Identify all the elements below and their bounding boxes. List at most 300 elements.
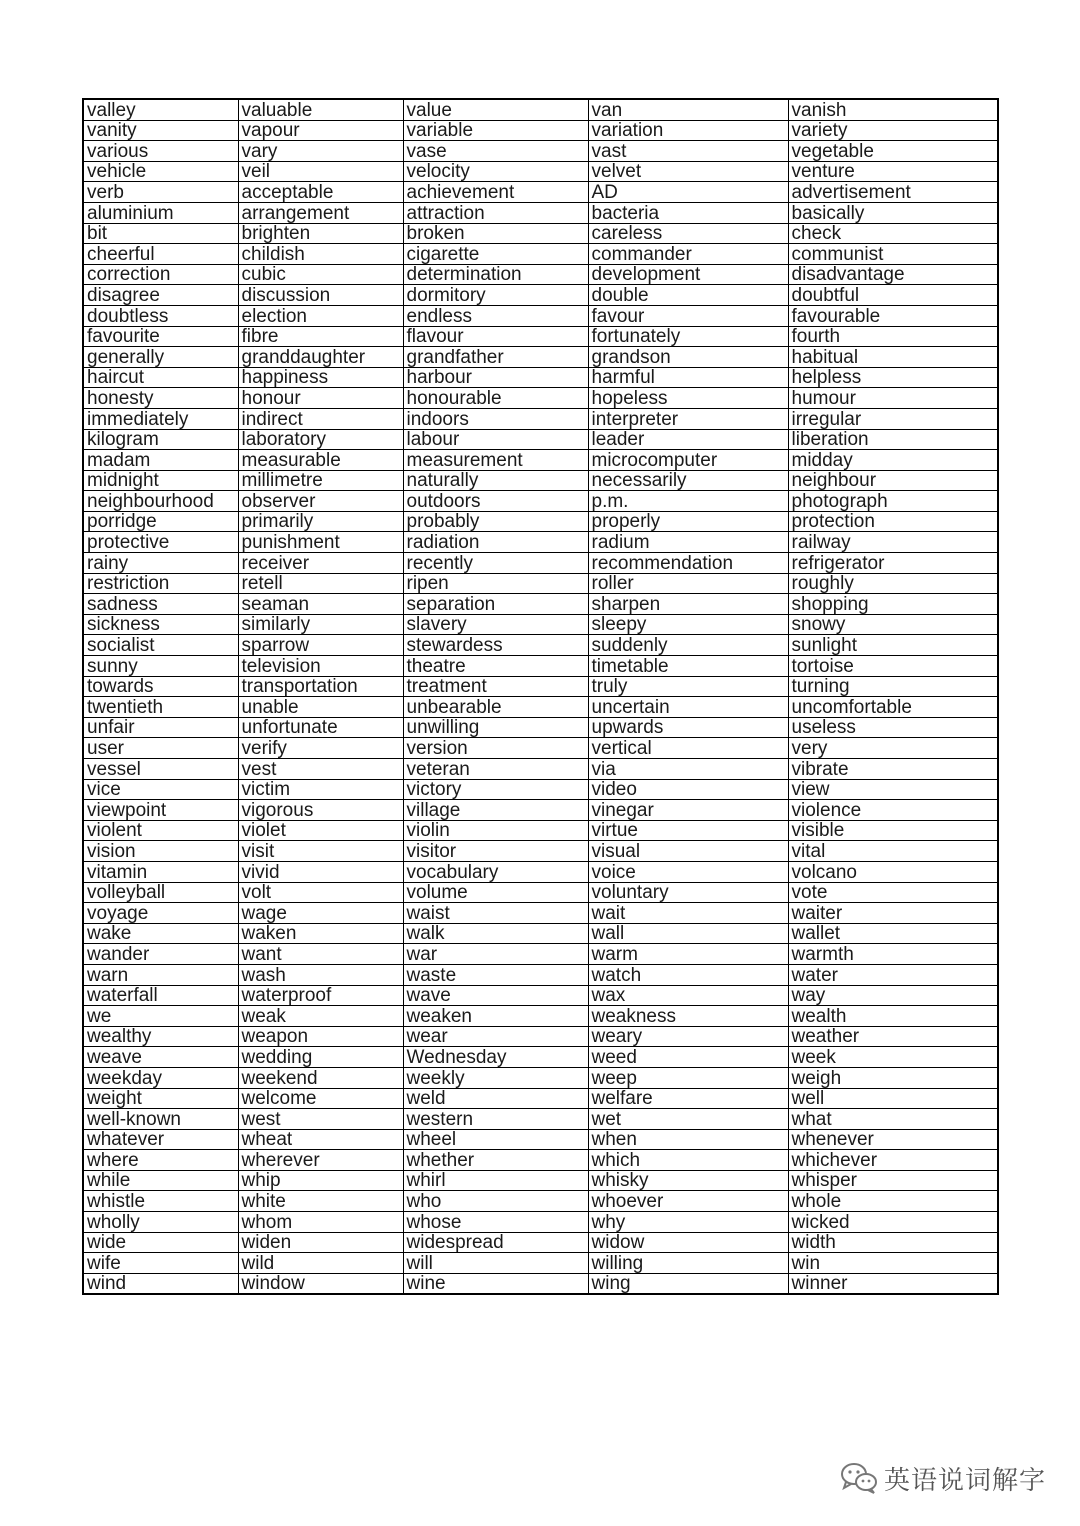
word-cell: unfair: [83, 717, 238, 738]
vocabulary-table: [82, 98, 999, 1295]
word-cell: whisky: [588, 1170, 788, 1191]
word-cell: where: [83, 1150, 238, 1171]
word-cell: walk: [403, 923, 588, 944]
word-cell: suddenly: [588, 635, 788, 656]
word-cell: indoors: [403, 408, 588, 429]
word-cell: victim: [238, 779, 403, 800]
word-cell: weld: [403, 1088, 588, 1109]
word-cell: whip: [238, 1170, 403, 1191]
word-cell: restriction: [83, 573, 238, 594]
word-cell: volt: [238, 882, 403, 903]
word-cell: doubtful: [788, 285, 998, 306]
word-cell: weary: [588, 1026, 788, 1047]
word-cell: violent: [83, 820, 238, 841]
word-cell: receiver: [238, 553, 403, 574]
word-cell: neighbour: [788, 470, 998, 491]
word-cell: interpreter: [588, 408, 788, 429]
word-cell: whisper: [788, 1170, 998, 1191]
table-row: [83, 450, 998, 471]
word-cell: whichever: [788, 1150, 998, 1171]
word-cell: who: [403, 1191, 588, 1212]
word-cell: vinegar: [588, 800, 788, 821]
word-cell: protective: [83, 532, 238, 553]
word-cell: snowy: [788, 614, 998, 635]
word-cell: weed: [588, 1047, 788, 1068]
word-cell: vertical: [588, 738, 788, 759]
word-cell: verify: [238, 738, 403, 759]
word-cell: habitual: [788, 347, 998, 368]
table-row: [83, 964, 998, 985]
word-cell: haircut: [83, 367, 238, 388]
word-cell: childish: [238, 244, 403, 265]
word-cell: vision: [83, 841, 238, 862]
table-row: [83, 120, 998, 141]
word-cell: whether: [403, 1150, 588, 1171]
word-cell: vehicle: [83, 161, 238, 182]
word-cell: advertisement: [788, 182, 998, 203]
word-cell: favour: [588, 305, 788, 326]
word-cell: grandson: [588, 347, 788, 368]
word-cell: wide: [83, 1232, 238, 1253]
word-cell: whenever: [788, 1129, 998, 1150]
word-cell: midday: [788, 450, 998, 471]
word-cell: measurement: [403, 450, 588, 471]
word-cell: violet: [238, 820, 403, 841]
table-row: [83, 903, 998, 924]
table-row: [83, 532, 998, 553]
word-cell: protection: [788, 511, 998, 532]
table-row: [83, 223, 998, 244]
word-cell: fourth: [788, 326, 998, 347]
word-cell: wild: [238, 1253, 403, 1274]
word-cell: why: [588, 1212, 788, 1233]
word-cell: towards: [83, 676, 238, 697]
word-cell: vase: [403, 141, 588, 162]
word-cell: way: [788, 985, 998, 1006]
word-cell: white: [238, 1191, 403, 1212]
word-cell: velvet: [588, 161, 788, 182]
word-cell: theatre: [403, 656, 588, 677]
table-row: [83, 1109, 998, 1130]
word-cell: vigorous: [238, 800, 403, 821]
word-cell: voice: [588, 861, 788, 882]
word-cell: voyage: [83, 903, 238, 924]
word-cell: immediately: [83, 408, 238, 429]
word-cell: value: [403, 99, 588, 120]
word-cell: honour: [238, 388, 403, 409]
table-row: [83, 264, 998, 285]
table-row: [83, 99, 998, 120]
word-cell: various: [83, 141, 238, 162]
table-row: [83, 1026, 998, 1047]
word-cell: whirl: [403, 1170, 588, 1191]
word-cell: window: [238, 1273, 403, 1294]
word-cell: humour: [788, 388, 998, 409]
word-cell: wine: [403, 1273, 588, 1294]
table-row: [83, 1067, 998, 1088]
table-row: [83, 656, 998, 677]
word-cell: what: [788, 1109, 998, 1130]
word-cell: wedding: [238, 1047, 403, 1068]
word-cell: properly: [588, 511, 788, 532]
table-row: [83, 285, 998, 306]
table-row: [83, 1253, 998, 1274]
word-cell: war: [403, 944, 588, 965]
table-row: [83, 182, 998, 203]
word-cell: disadvantage: [788, 264, 998, 285]
word-cell: variation: [588, 120, 788, 141]
word-cell: when: [588, 1129, 788, 1150]
word-cell: warmth: [788, 944, 998, 965]
word-cell: madam: [83, 450, 238, 471]
table-row: [83, 202, 998, 223]
word-cell: weep: [588, 1067, 788, 1088]
table-row: [83, 1273, 998, 1294]
table-row: [83, 1150, 998, 1171]
table-row: [83, 614, 998, 635]
word-cell: fibre: [238, 326, 403, 347]
table-row: [83, 759, 998, 780]
word-cell: porridge: [83, 511, 238, 532]
word-cell: happiness: [238, 367, 403, 388]
word-cell: wife: [83, 1253, 238, 1274]
word-cell: midnight: [83, 470, 238, 491]
word-cell: measurable: [238, 450, 403, 471]
word-cell: aluminium: [83, 202, 238, 223]
word-cell: sleepy: [588, 614, 788, 635]
word-cell: well: [788, 1088, 998, 1109]
table-row: [83, 1170, 998, 1191]
word-cell: photograph: [788, 491, 998, 512]
word-cell: check: [788, 223, 998, 244]
word-cell: which: [588, 1150, 788, 1171]
word-cell: stewardess: [403, 635, 588, 656]
word-cell: slavery: [403, 614, 588, 635]
word-cell: voluntary: [588, 882, 788, 903]
word-cell: whole: [788, 1191, 998, 1212]
word-cell: determination: [403, 264, 588, 285]
table-row: [83, 1232, 998, 1253]
word-cell: waste: [403, 964, 588, 985]
word-cell: weaken: [403, 1006, 588, 1027]
word-cell: wheat: [238, 1129, 403, 1150]
word-cell: refrigerator: [788, 553, 998, 574]
word-cell: acceptable: [238, 182, 403, 203]
word-cell: communist: [788, 244, 998, 265]
table-row: [83, 367, 998, 388]
table-row: [83, 1129, 998, 1150]
word-cell: wing: [588, 1273, 788, 1294]
word-cell: useless: [788, 717, 998, 738]
word-cell: wash: [238, 964, 403, 985]
word-cell: honesty: [83, 388, 238, 409]
word-cell: Wednesday: [403, 1047, 588, 1068]
word-cell: weekday: [83, 1067, 238, 1088]
word-cell: veteran: [403, 759, 588, 780]
table-row: [83, 573, 998, 594]
word-cell: sickness: [83, 614, 238, 635]
word-cell: vital: [788, 841, 998, 862]
word-cell: radium: [588, 532, 788, 553]
word-cell: weekend: [238, 1067, 403, 1088]
word-cell: width: [788, 1232, 998, 1253]
word-cell: veil: [238, 161, 403, 182]
word-cell: volleyball: [83, 882, 238, 903]
word-cell: view: [788, 779, 998, 800]
word-cell: volume: [403, 882, 588, 903]
table-row: [83, 923, 998, 944]
word-cell: roller: [588, 573, 788, 594]
table-row: [83, 820, 998, 841]
word-cell: virtue: [588, 820, 788, 841]
word-cell: welcome: [238, 1088, 403, 1109]
table-row: [83, 738, 998, 759]
word-cell: violence: [788, 800, 998, 821]
table-row: [83, 1212, 998, 1233]
word-cell: endless: [403, 305, 588, 326]
word-cell: roughly: [788, 573, 998, 594]
word-cell: whatever: [83, 1129, 238, 1150]
word-cell: probably: [403, 511, 588, 532]
word-cell: willing: [588, 1253, 788, 1274]
word-cell: welfare: [588, 1088, 788, 1109]
word-cell: verb: [83, 182, 238, 203]
word-cell: AD: [588, 182, 788, 203]
word-cell: wind: [83, 1273, 238, 1294]
word-cell: bacteria: [588, 202, 788, 223]
word-cell: vanity: [83, 120, 238, 141]
word-cell: via: [588, 759, 788, 780]
word-cell: west: [238, 1109, 403, 1130]
word-cell: correction: [83, 264, 238, 285]
table-row: [83, 985, 998, 1006]
table-row: [83, 1191, 998, 1212]
word-cell: wander: [83, 944, 238, 965]
word-cell: weekly: [403, 1067, 588, 1088]
word-cell: weather: [788, 1026, 998, 1047]
word-cell: weigh: [788, 1067, 998, 1088]
word-cell: favourable: [788, 305, 998, 326]
word-cell: wholly: [83, 1212, 238, 1233]
word-cell: viewpoint: [83, 800, 238, 821]
word-cell: similarly: [238, 614, 403, 635]
word-cell: arrangement: [238, 202, 403, 223]
word-cell: violin: [403, 820, 588, 841]
word-cell: widow: [588, 1232, 788, 1253]
table-row: [83, 305, 998, 326]
word-cell: weapon: [238, 1026, 403, 1047]
word-cell: commander: [588, 244, 788, 265]
table-row: [83, 388, 998, 409]
word-cell: sharpen: [588, 594, 788, 615]
word-cell: p.m.: [588, 491, 788, 512]
watermark-text: 英语说词解字: [884, 1465, 1047, 1496]
word-cell: vanish: [788, 99, 998, 120]
word-cell: wallet: [788, 923, 998, 944]
word-cell: vast: [588, 141, 788, 162]
word-cell: waist: [403, 903, 588, 924]
word-cell: unwilling: [403, 717, 588, 738]
word-cell: wage: [238, 903, 403, 924]
word-cell: recommendation: [588, 553, 788, 574]
word-cell: vapour: [238, 120, 403, 141]
word-cell: sadness: [83, 594, 238, 615]
word-cell: very: [788, 738, 998, 759]
word-cell: television: [238, 656, 403, 677]
word-cell: waterfall: [83, 985, 238, 1006]
word-cell: winner: [788, 1273, 998, 1294]
table-row: [83, 244, 998, 265]
word-cell: vocabulary: [403, 861, 588, 882]
word-cell: variable: [403, 120, 588, 141]
table-row: [83, 1006, 998, 1027]
word-cell: harmful: [588, 367, 788, 388]
word-cell: wall: [588, 923, 788, 944]
word-cell: vibrate: [788, 759, 998, 780]
word-cell: unbearable: [403, 697, 588, 718]
word-cell: velocity: [403, 161, 588, 182]
word-cell: visit: [238, 841, 403, 862]
word-cell: want: [238, 944, 403, 965]
word-cell: helpless: [788, 367, 998, 388]
word-cell: granddaughter: [238, 347, 403, 368]
word-cell: seaman: [238, 594, 403, 615]
table-row: [83, 841, 998, 862]
word-cell: ripen: [403, 573, 588, 594]
word-cell: bit: [83, 223, 238, 244]
word-cell: careless: [588, 223, 788, 244]
word-cell: whoever: [588, 1191, 788, 1212]
word-cell: leader: [588, 429, 788, 450]
word-cell: primarily: [238, 511, 403, 532]
table-row: [83, 779, 998, 800]
word-cell: whom: [238, 1212, 403, 1233]
word-cell: venture: [788, 161, 998, 182]
word-cell: truly: [588, 676, 788, 697]
word-cell: vitamin: [83, 861, 238, 882]
word-cell: water: [788, 964, 998, 985]
word-cell: user: [83, 738, 238, 759]
word-cell: unfortunate: [238, 717, 403, 738]
word-cell: uncertain: [588, 697, 788, 718]
word-cell: indirect: [238, 408, 403, 429]
word-cell: grandfather: [403, 347, 588, 368]
word-cell: western: [403, 1109, 588, 1130]
word-cell: fortunately: [588, 326, 788, 347]
table-row: [83, 141, 998, 162]
word-cell: separation: [403, 594, 588, 615]
word-cell: microcomputer: [588, 450, 788, 471]
word-cell: visitor: [403, 841, 588, 862]
table-row: [83, 635, 998, 656]
word-cell: honourable: [403, 388, 588, 409]
word-cell: kilogram: [83, 429, 238, 450]
word-cell: version: [403, 738, 588, 759]
word-cell: while: [83, 1170, 238, 1191]
word-cell: cubic: [238, 264, 403, 285]
word-cell: election: [238, 305, 403, 326]
word-cell: discussion: [238, 285, 403, 306]
word-cell: flavour: [403, 326, 588, 347]
word-cell: dormitory: [403, 285, 588, 306]
word-cell: van: [588, 99, 788, 120]
table-row: [83, 408, 998, 429]
word-cell: shopping: [788, 594, 998, 615]
word-cell: socialist: [83, 635, 238, 656]
word-cell: widen: [238, 1232, 403, 1253]
word-cell: warn: [83, 964, 238, 985]
word-cell: achievement: [403, 182, 588, 203]
word-cell: sparrow: [238, 635, 403, 656]
word-cell: irregular: [788, 408, 998, 429]
word-cell: waterproof: [238, 985, 403, 1006]
word-cell: well-known: [83, 1109, 238, 1130]
table-row: [83, 1047, 998, 1068]
word-cell: wake: [83, 923, 238, 944]
word-cell: cheerful: [83, 244, 238, 265]
word-cell: weave: [83, 1047, 238, 1068]
word-cell: wherever: [238, 1150, 403, 1171]
word-cell: victory: [403, 779, 588, 800]
table-row: [83, 161, 998, 182]
table-row: [83, 861, 998, 882]
word-cell: week: [788, 1047, 998, 1068]
word-cell: valuable: [238, 99, 403, 120]
word-cell: brighten: [238, 223, 403, 244]
word-cell: whistle: [83, 1191, 238, 1212]
word-cell: turning: [788, 676, 998, 697]
word-cell: naturally: [403, 470, 588, 491]
word-cell: attraction: [403, 202, 588, 223]
word-cell: video: [588, 779, 788, 800]
word-cell: visible: [788, 820, 998, 841]
table-row: [83, 717, 998, 738]
word-cell: liberation: [788, 429, 998, 450]
word-cell: volcano: [788, 861, 998, 882]
word-cell: radiation: [403, 532, 588, 553]
word-cell: weakness: [588, 1006, 788, 1027]
word-cell: vote: [788, 882, 998, 903]
word-cell: millimetre: [238, 470, 403, 491]
word-cell: vivid: [238, 861, 403, 882]
word-cell: neighbourhood: [83, 491, 238, 512]
word-cell: outdoors: [403, 491, 588, 512]
word-cell: favourite: [83, 326, 238, 347]
word-cell: tortoise: [788, 656, 998, 677]
word-cell: wait: [588, 903, 788, 924]
word-cell: will: [403, 1253, 588, 1274]
word-cell: weight: [83, 1088, 238, 1109]
wechat-icon: [840, 1461, 878, 1495]
word-cell: harbour: [403, 367, 588, 388]
word-cell: observer: [238, 491, 403, 512]
word-cell: wealthy: [83, 1026, 238, 1047]
word-cell: broken: [403, 223, 588, 244]
word-cell: laboratory: [238, 429, 403, 450]
word-cell: labour: [403, 429, 588, 450]
word-cell: watch: [588, 964, 788, 985]
word-cell: wheel: [403, 1129, 588, 1150]
table-row: [83, 553, 998, 574]
word-cell: warm: [588, 944, 788, 965]
word-cell: wax: [588, 985, 788, 1006]
vocabulary-table-body: [83, 99, 998, 1294]
word-cell: cigarette: [403, 244, 588, 265]
word-cell: waken: [238, 923, 403, 944]
word-cell: visual: [588, 841, 788, 862]
word-cell: wave: [403, 985, 588, 1006]
word-cell: vessel: [83, 759, 238, 780]
